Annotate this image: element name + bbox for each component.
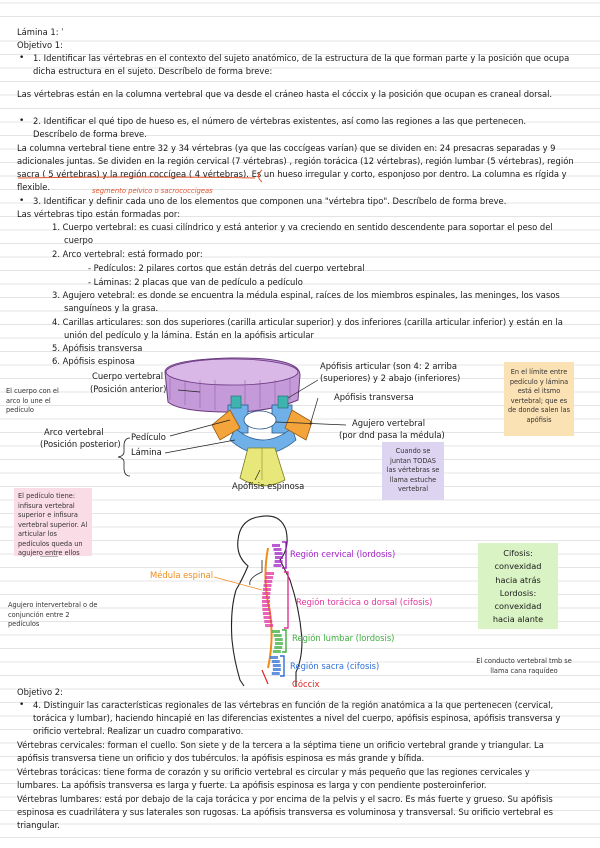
item-6: 6. Apófisis espinosa [52, 356, 135, 366]
vertebra-block [263, 612, 271, 615]
vertebra-block [272, 672, 280, 675]
question-4-line-2: torácica y lumbar), haciendo hincapié en las diferencias existentes a nivel del cuerpo, apófisis espinosa, apófisis transversa y [33, 713, 561, 723]
question-3: • 3. Identificar y definir cada uno de los elementos que componen una "vértebra tipo". Descríbelo de forma breve. [33, 195, 506, 209]
note-isthmus: En el límite entre pedículo y lámina está el itsmo vertebral; que es de donde salen las apófisis [504, 362, 574, 436]
vertebra-block [262, 596, 270, 599]
item-4-line-2: unión del pedículo y la lámina. Están en la apófisis articular [64, 330, 314, 340]
lumbar-line-1: Vértebras lumbares: está por debajo de la caja torácica y por encima de la pelvis y el sacro. Es más fuerte y grueso. Su apófisis [17, 794, 553, 804]
vertebra-block [262, 608, 270, 611]
question-1-line-2: dicha estructura en el sujeto. Descríbelo de forma breve: [33, 66, 273, 76]
note-vertebral-canal: El conducto vertebral tmb se llama cana raquídeo [476, 657, 572, 675]
item-1-line-2: cuerpo [64, 235, 93, 245]
question-4-line-3: orificio vertebral. Realizar un cuadro comparativo. [33, 726, 244, 736]
item-3-line-2: sanguíneos y la grasa. [64, 303, 159, 313]
vertebra-block [275, 552, 283, 555]
objective-2-heading: Objetivo 2: [17, 687, 63, 697]
item-2-sub-1: - Pedículos: 2 pilares cortos que están detrás del cuerpo vertebral [88, 263, 365, 273]
question-1-line-1: • 1. Identificar las vértebras en el contexto del sujeto anatómico, de la estructura de la que forman parte y la posición que ocupa [33, 52, 569, 66]
lumbar-line-3: triangular. [17, 820, 60, 830]
vertebral-foramen-label: Agujero vertebral [352, 418, 426, 428]
vertebra-block [273, 664, 281, 667]
curvature-note-line: hacia alante [492, 614, 544, 625]
objective-1-heading: Objetivo 1: [17, 40, 63, 50]
curvature-note-line: hacia atrás [495, 574, 541, 585]
vertebra-block [274, 564, 282, 567]
handwritten-annotation: segmento pelvico o sacrococcigeas [92, 187, 213, 195]
vertebra-block [264, 616, 272, 619]
vertebral-body-label: Cuerpo vertebral [92, 371, 164, 381]
vertebra-block [262, 592, 270, 595]
vertebra-block [273, 668, 281, 671]
note-vertebral-sheath: Cuando se juntan TODAS las vértebras se llama estuche vertebral [382, 442, 444, 500]
vertebra-block [270, 656, 278, 659]
vertebra-block [264, 584, 272, 587]
vertebra-block [274, 548, 282, 551]
question-4-line-1: • 4. Distinguir las características regionales de las vértebras en función de la región anatómica a la que pertenecen (cervical, [33, 699, 553, 713]
note-intervertebral-foramen: Agujero intervertebral o de conjunción entre 2 pedículos [8, 601, 98, 628]
vertebra-block [262, 604, 270, 607]
vertebra-block [274, 634, 282, 637]
curvature-note-line: convexidad [494, 561, 542, 572]
thoracic-line-2: lumbares. La apófisis transversa es larga y fuerte. La apófisis espinosa es larga y con pendiente posteroinferior. [17, 780, 487, 790]
item-2-sub-2: - Láminas: 2 placas que van de pedículo a pedículo [88, 277, 303, 287]
thoracic-line-1: Vértebras torácicas: tiene forma de corazón y su orificio vertebral es circular y más pequeño que las regiones cervicales y [17, 767, 530, 777]
item-4-line-1: 4. Carillas articulares: son dos superiores (carilla articular superior) y dos inferiores (carilla articular inferior) y están en la [52, 317, 563, 327]
vertebral-body-position: (Posición anterior) [90, 384, 167, 394]
vertebra-block [273, 650, 281, 653]
item-3-line-1: 3. Agujero vetebral: es donde se encuentra la médula espinal, raíces de los miembros espinales, las meninges, los vasos [52, 290, 560, 300]
vertebra-block [264, 580, 272, 583]
answer-2-line-3: sacra ( 5 vértebras) y la región coccígea ( 4 vértebras). Es un hueso irregular y corto, esponjoso por dentro. La columna es rígida y [17, 169, 567, 179]
curvature-note-line: Cifosis: [503, 548, 533, 558]
item-1-line-1: 1. Cuerpo vertebral: es cuasi cilíndrico y está anterior y va creciendo en sentido descendente para soportar el peso del [52, 222, 553, 232]
answer-2-line-1: La columna vertebral tiene entre 32 y 34 vértebras (ya que las coccígeas varían) que se dividen en: 24 presacras separadas y 9 [17, 143, 556, 153]
vertebra-block [265, 624, 273, 627]
item-2: 2. Arco vertebral: está formado por: [52, 249, 203, 259]
vertebra-block [275, 556, 283, 559]
vertebra-block [262, 600, 270, 603]
lumbar-line-2: espinosa es cuadrilátera y sus laterales son rugosas. La apófisis transversa es voluminosa y transversal. Su orificio vertebral es [17, 807, 553, 817]
answer-3-intro: Las vértebras tipo están formadas por: [17, 209, 181, 219]
vertebra-block [275, 642, 283, 645]
question-2-line-2: Descríbelo de forma breve. [33, 129, 147, 139]
cervical-line-2: apófisis transversa tiene un orificio y dos tubérculos. la apófisis espinosa es más grande y bífida. [17, 753, 425, 763]
curvature-note-line: Lordosis: [499, 587, 537, 598]
vertebra-block [272, 630, 280, 633]
vertebra-block [274, 646, 282, 649]
vertebra-block [275, 638, 283, 641]
cervical-region-label: Región cervical (lordosis) [290, 549, 396, 559]
articular-process-label-1: Apófisis articular (son 4: 2 arriba [320, 361, 457, 371]
vertebra-block [272, 544, 280, 547]
vertebra-block [272, 660, 280, 663]
pedicle-label: Pedículo [131, 432, 166, 442]
vertebra-block [265, 576, 273, 579]
spinous-process-label: Apófisis espinosa [232, 481, 305, 491]
vertebral-arch-label: Arco vertebral [44, 427, 104, 437]
sacral-region-label: Región sacra (cifosis) [290, 661, 380, 671]
answer-1: Las vértebras están en la columna vertebral que va desde el cráneo hasta el cóccix y la posición que ocupan es craneal dorsal. [17, 89, 553, 99]
vertebral-foramen-desc: (por dnd pasa la médula) [339, 430, 445, 440]
curvature-note [478, 543, 558, 629]
lumbar-region-label: Región lumbar (lordosis) [292, 633, 395, 643]
transverse-process-label: Apófisis transversa [334, 392, 414, 402]
lamina-label: Lámina [131, 447, 162, 457]
page-title: Lámina 1: ˈ [17, 27, 64, 37]
answer-2-line-4: flexible. [17, 182, 51, 192]
item-5: 5. Apófisis transversa [52, 343, 143, 353]
vertebra-block [275, 560, 283, 563]
spinal-cord-label: Médula espinal [150, 570, 214, 580]
articular-process-label-2: (superiores) y 2 abajo (inferiores) [320, 373, 461, 383]
vertebra-block [263, 588, 271, 591]
thoracic-region-label: Región torácica o dorsal (cifosis) [296, 597, 433, 607]
answer-2-line-2: adicionales juntas. Se dividen en la región cervical (7 vértebras) , región torácica (12 vértebras), región lumbar (5 vértebras), región [17, 156, 574, 166]
note-arch-body: El cuerpo con el arco lo une el pedículo [6, 387, 59, 414]
cervical-line-1: Vértebras cervicales: forman el cuello. Son siete y de la tercera a la séptima tiene un orificio vertebral grande y triangular. La [17, 740, 544, 750]
curvature-note-line: convexidad [494, 601, 542, 612]
note-pedicle: El pedículo tiene: infisura vertebral superior e infisura vertebral superior. Al articular los pedículos queda un agujero entre ellos [14, 488, 92, 556]
vertebral-arch-position: (Posición posterior) [40, 439, 121, 449]
coccyx-label: Cóccix [292, 679, 320, 689]
vertebra-block [264, 620, 272, 623]
question-2-line-1: • 2. Identificar el qué tipo de hueso es, el número de vértebras existentes, así como las regiones a las que pertenecen. [33, 115, 526, 129]
vertebra-block [266, 572, 274, 575]
